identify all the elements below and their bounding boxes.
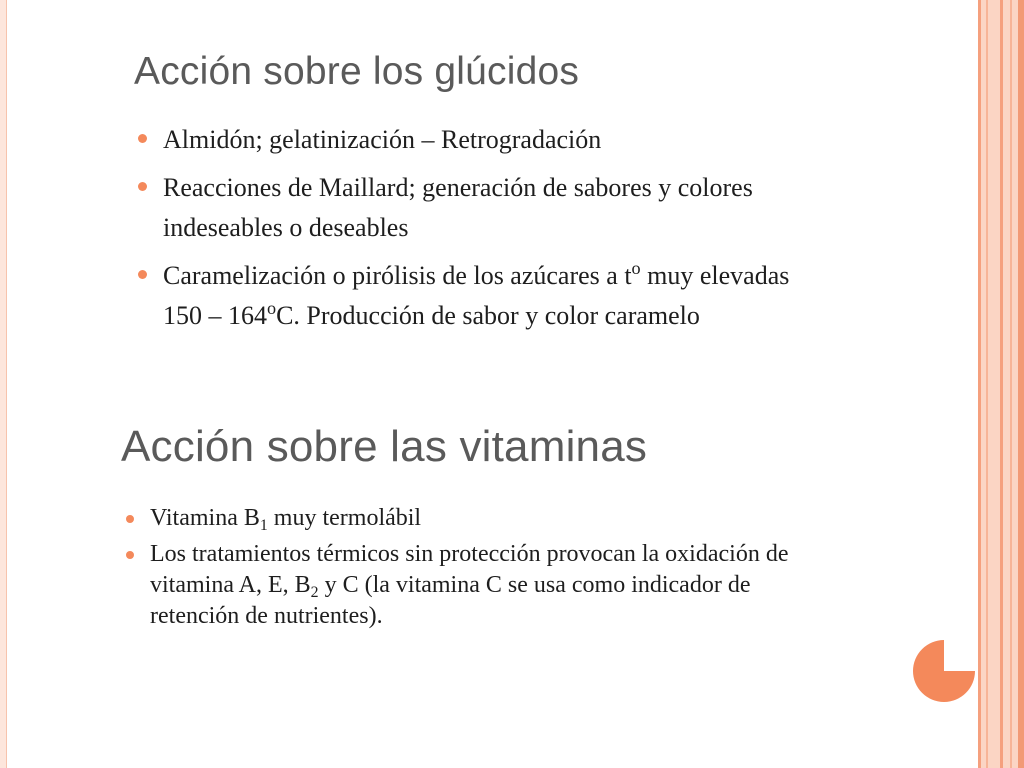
right-decor-stripes (978, 0, 1024, 768)
bullet-icon (138, 270, 147, 279)
bullet-text: C. Producción de sabor y color caramelo (276, 301, 700, 330)
bullet-text: Caramelización o pirólisis de los azúcares a t (163, 261, 632, 290)
list-item (136, 168, 916, 248)
bullet-icon (126, 551, 134, 559)
list-item (124, 539, 914, 632)
degree-mark: o (267, 298, 277, 318)
left-decor-stripe (0, 0, 7, 768)
pie-slice (913, 640, 975, 702)
bullet-text: y C (la vitamina C se usa como indicador de (318, 572, 751, 598)
pie-chart-icon (913, 640, 975, 702)
bullet-icon (138, 134, 147, 143)
bullet-text: indeseables o deseables (163, 213, 409, 242)
bullet-text: Los tratamientos térmicos sin protección provocan la oxidación de (150, 541, 789, 567)
decor-stripe (1018, 0, 1024, 768)
subscript: 2 (310, 584, 319, 601)
list-item (124, 503, 914, 534)
bullet-text: Vitamina B (150, 505, 260, 531)
decor-stripe (1000, 0, 1003, 768)
subscript: 1 (259, 517, 268, 534)
bullet-text: Almidón; gelatinización – Retrogradación (163, 125, 602, 154)
list-item (136, 256, 916, 336)
section-title-vitaminas: Acción sobre las vitaminas (121, 422, 648, 471)
list-item (136, 120, 916, 160)
bullet-icon (138, 182, 147, 191)
bullet-list-glucidos (136, 120, 916, 344)
bullet-text: muy termolábil (267, 505, 422, 531)
bullet-icon (126, 515, 134, 523)
bullet-text: 150 – 164 (163, 301, 267, 330)
decor-stripe (986, 0, 988, 768)
decor-stripe (1010, 0, 1012, 768)
degree-mark: o (631, 258, 641, 278)
bullet-text: retención de nutrientes). (150, 603, 383, 629)
bullet-list-vitaminas (124, 503, 914, 637)
bullet-text: muy elevadas (640, 261, 790, 290)
decor-stripe (978, 0, 981, 768)
section-title-glucidos: Acción sobre los glúcidos (134, 50, 580, 93)
bullet-text: vitamina A, E, B (150, 572, 311, 598)
bullet-text: Reacciones de Maillard; generación de sabores y colores (163, 173, 753, 202)
